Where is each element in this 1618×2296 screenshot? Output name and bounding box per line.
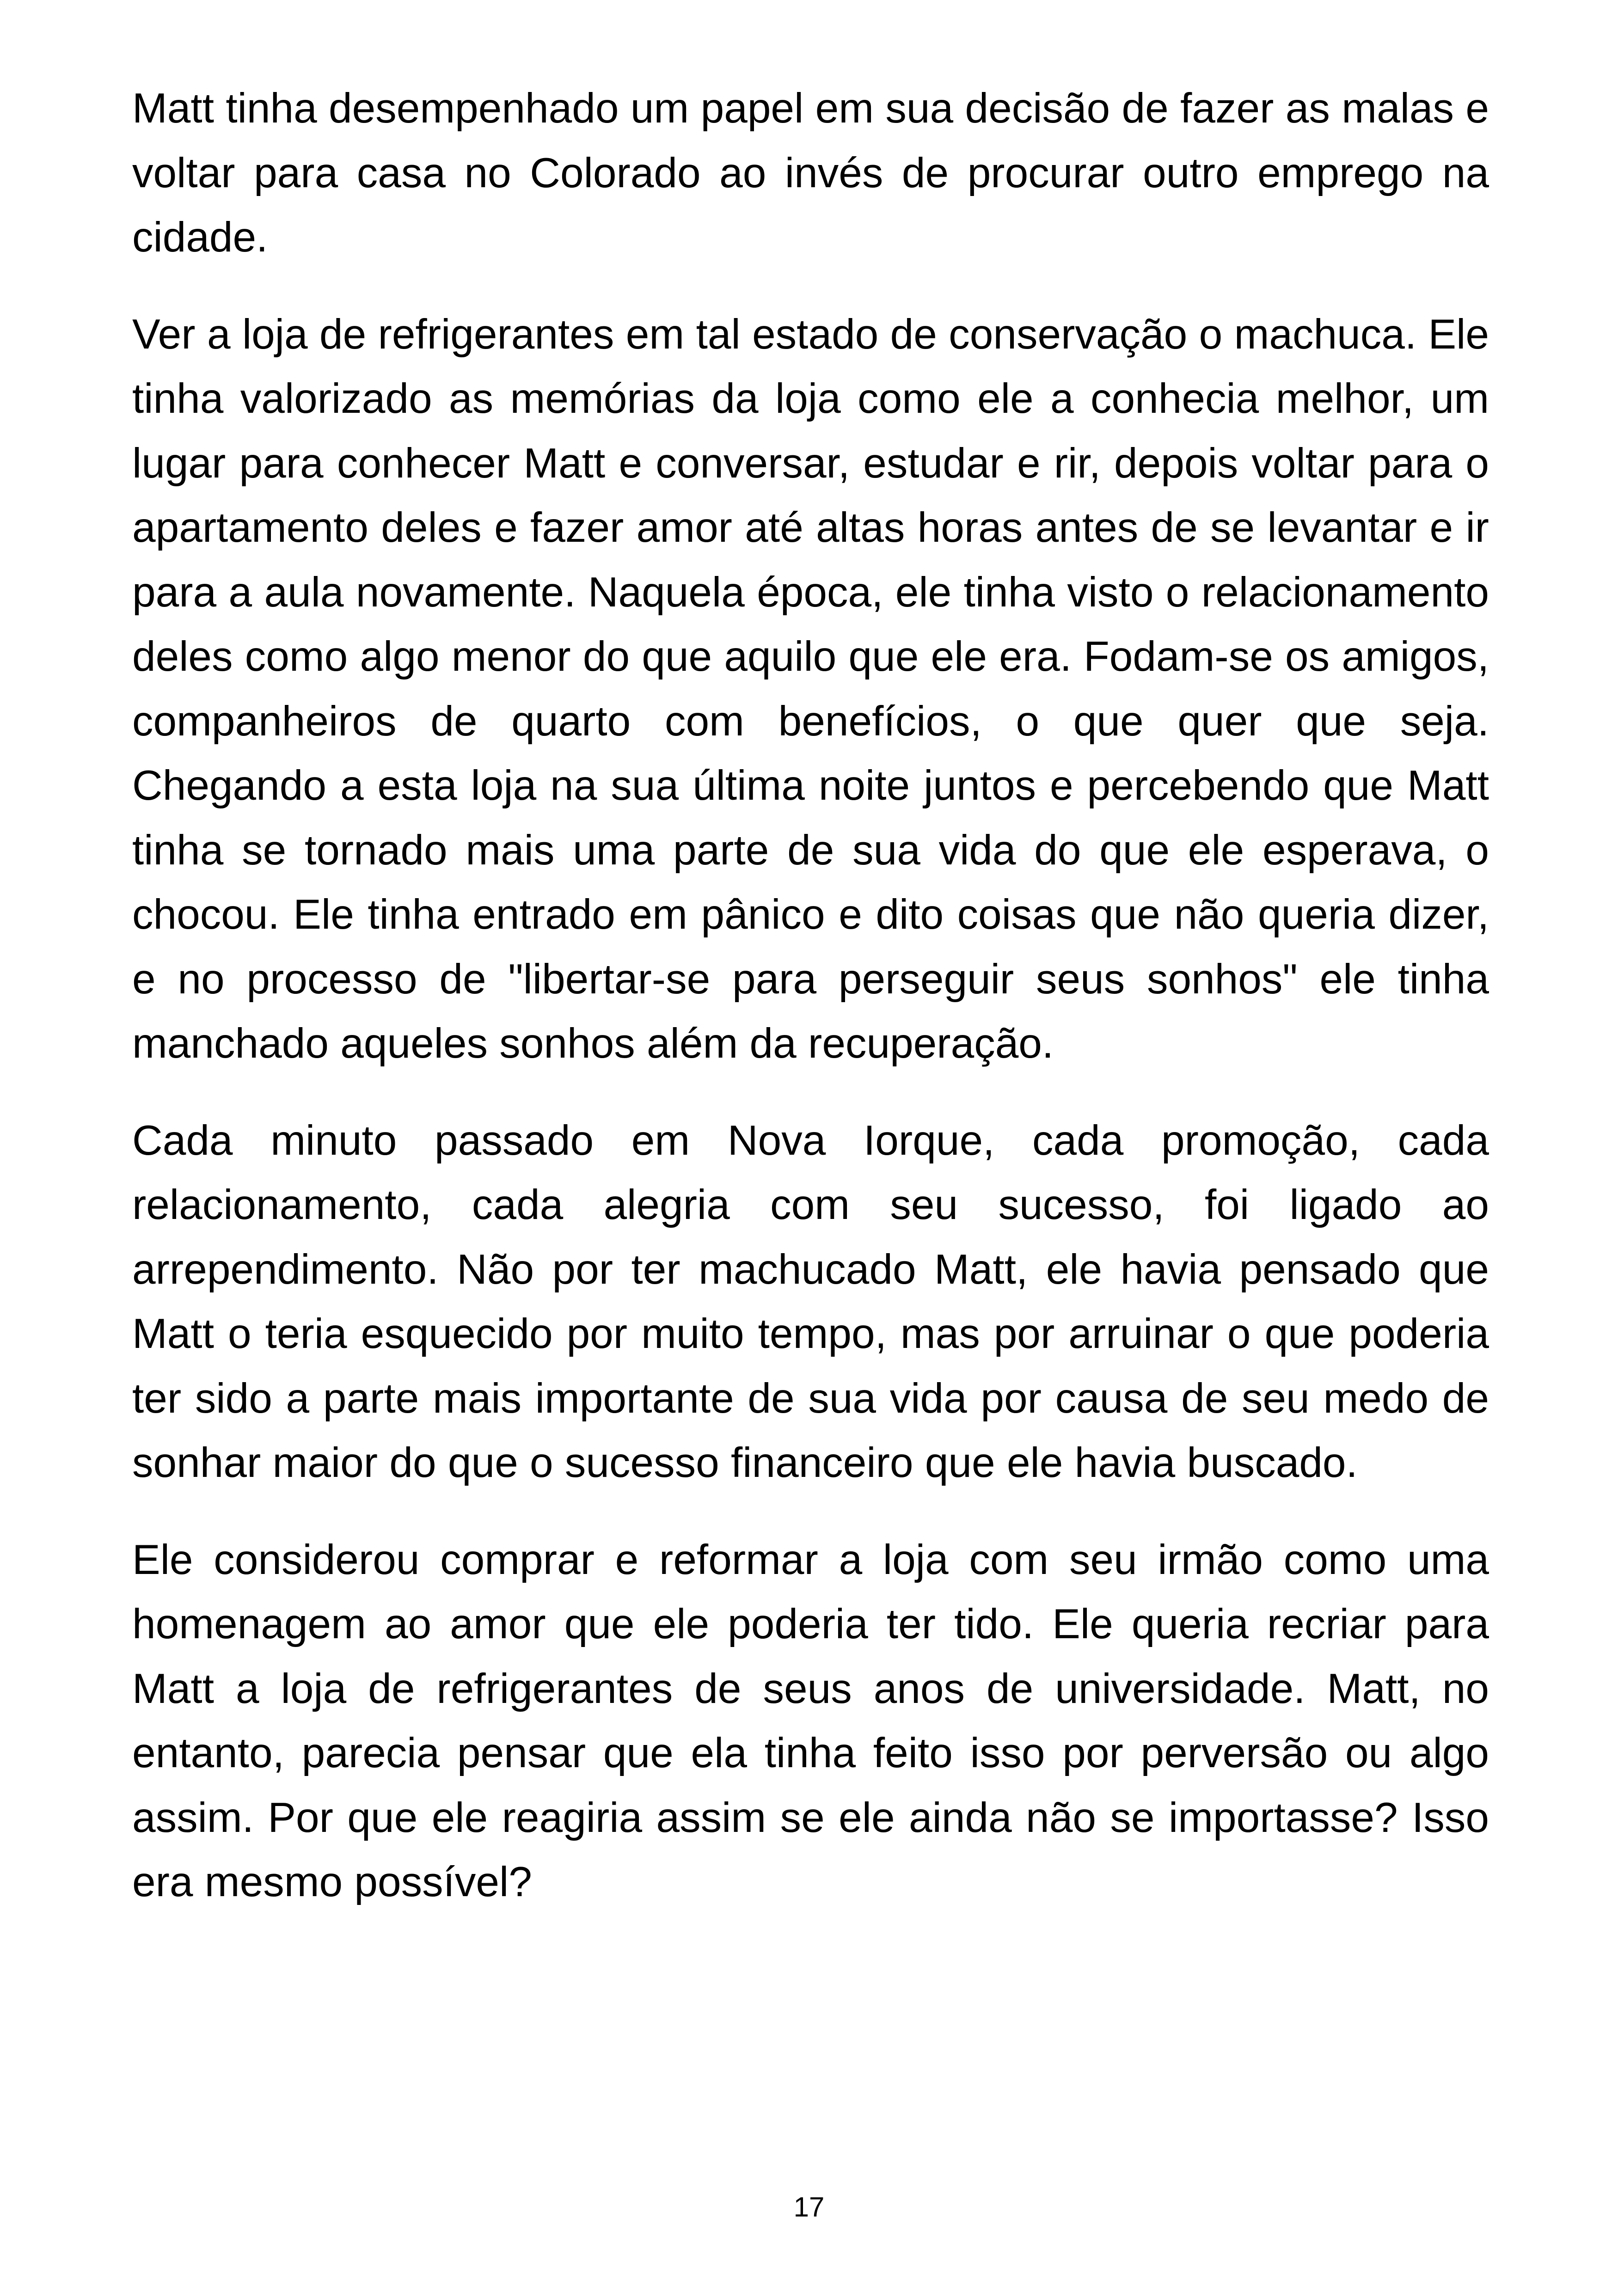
paragraph-3: Cada minuto passado em Nova Iorque, cada promoção, cada relacionamento, cada alegria com seu sucesso, foi ligado ao arrependimento. Não por ter machucado Matt, ele havia pensado que Matt o teria esquecido por muito tempo, mas por arruinar o que poderia ter sido a parte mais importante de sua vida por causa de seu medo de sonhar maior do que o sucesso financeiro que ele havia buscado. (132, 1117, 1489, 1486)
page-number: 17 (793, 2192, 825, 2223)
paragraph-4: Ele considerou comprar e reformar a loja com seu irmão como uma homenagem ao amor que ele poderia ter tido. Ele queria recriar para Matt a loja de refrigerantes de seus anos de universidade. Matt, no entanto, parecia pensar que ela tinha feito isso por perversão ou algo assim. Por que ele reagiria assim se ele ainda não se importasse? Isso era mesmo possível? (132, 1536, 1489, 1905)
paragraph-2: Ver a loja de refrigerantes em tal estado de conservação o machuca. Ele tinha valorizado as memórias da loja como ele a conhecia melhor, um lugar para conhecer Matt e conversar, estudar e rir, depois voltar para o apartamento deles e fazer amor até altas horas antes de se levantar e ir para a aula novamente. Naquela época, ele tinha visto o relacionamento deles como algo menor do que aquilo que ele era. Fodam-se os amigos, companheiros de quarto com benefícios, o que quer que seja. Chegando a esta loja na sua última noite juntos e percebendo que Matt tinha se tornado mais uma parte de sua vida do que ele esperava, o chocou. Ele tinha entrado em pânico e dito coisas que não queria dizer, e no processo de "libertar-se para perseguir seus sonhos" ele tinha manchado aqueles sonhos além da recuperação. (132, 311, 1489, 1067)
paragraph-1: Matt tinha desempenhado um papel em sua decisão de fazer as malas e voltar para casa no Colorado ao invés de procurar outro emprego na cidade. (132, 85, 1489, 261)
body-text (132, 76, 1489, 1947)
